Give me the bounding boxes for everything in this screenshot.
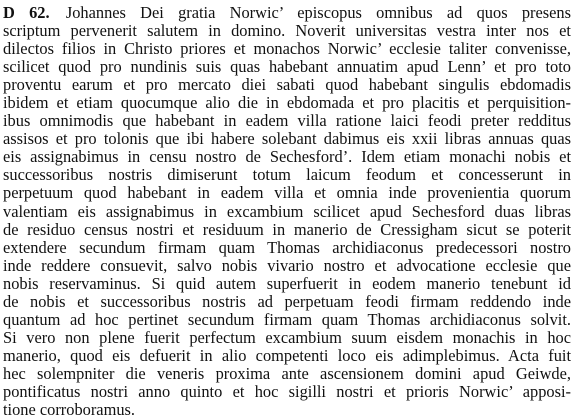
text-line-5: proventu earum et pro mercato diei sabati quod habebant singulis ebdomadis [3, 75, 571, 95]
text-line-17: de nobis et successoribus nostris ad perpetuam feodi firmam reddendo inde [3, 291, 571, 311]
text-line-18: quantum ad hoc pertinet secundum firmam quam Thomas archidiaconus solvit. [3, 309, 571, 329]
text-line-21: hec solempniter die veneris proxima ante ascensionem domini apud Geiwde, [3, 363, 571, 383]
text-line-23: tione corroboramus. [3, 400, 135, 419]
text-line-11: perpetuum quod habebant in eadem villa et omnia inde provenientia quorum [3, 183, 571, 203]
text-line-14: extendere secundum firmam quam Thomas archidiaconus predecessori nostro [3, 237, 571, 257]
text-line-13: de residuo census nostri et residuum in manerio de Cressigham sicut se poterit [3, 219, 571, 239]
text-line-1-body: Johannes Dei gratia Norwic’ episcopus omnibus ad quos presens [51, 3, 571, 22]
text-line-16: nobis reservaminus. Si quid autem superfuerit in eodem manerio tenebunt id [3, 273, 571, 293]
text-line-2: scriptum pervenerit salutem in domino. Noverit universitas vestra inter nos et [3, 21, 571, 41]
text-line-4: scilicet quod pro nundinis suis quas habebant annuatim apud Lenn’ et pro toto [3, 57, 571, 77]
text-line-7: ibus omnimodis que habebant in eadem villa ratione laici feodi preter redditus [3, 111, 571, 131]
text-line-1 [3, 4, 571, 22]
text-line-22: pontificatus nostri anno quinto et hoc sigilli nostri et prioris Norwic’ apposi- [3, 381, 571, 401]
text-line-15: inde reddere consuevit, salvo nobis vivario nostro et advocatione ecclesie que [3, 255, 571, 275]
charter-document [3, 4, 571, 419]
text-line-12: valentiam eis assignabimus in excambium scilicet apud Sechesford duas libras [3, 201, 571, 221]
text-line-20: manerio, quod eis defuerit in alio competenti loco eis adimplebimus. Acta fuit [3, 345, 571, 365]
text-line-3: dilectos filios in Christo priores et monachos Norwic’ ecclesie taliter convenisse, [3, 39, 571, 59]
text-line-9: eis assignabimus in censu nostro de Sechesford’. Idem etiam monachi nobis et [3, 147, 571, 167]
text-line-6: ibidem et etiam quocumque alio die in ebdomada et pro placitis et perquisition- [3, 93, 571, 113]
text-line-19: Si vero non plene fuerit perfectum excambium suum eisdem monachis in hoc [3, 327, 571, 347]
text-line-10: successoribus nostris dimiserunt totum laicum feodum et concesserunt in [3, 165, 571, 185]
text-line-8: assisos et pro tolonis que ibi habere solebant dabimus eis xxii libras annuas quas [3, 129, 571, 149]
charter-id: D 62. [3, 3, 50, 22]
